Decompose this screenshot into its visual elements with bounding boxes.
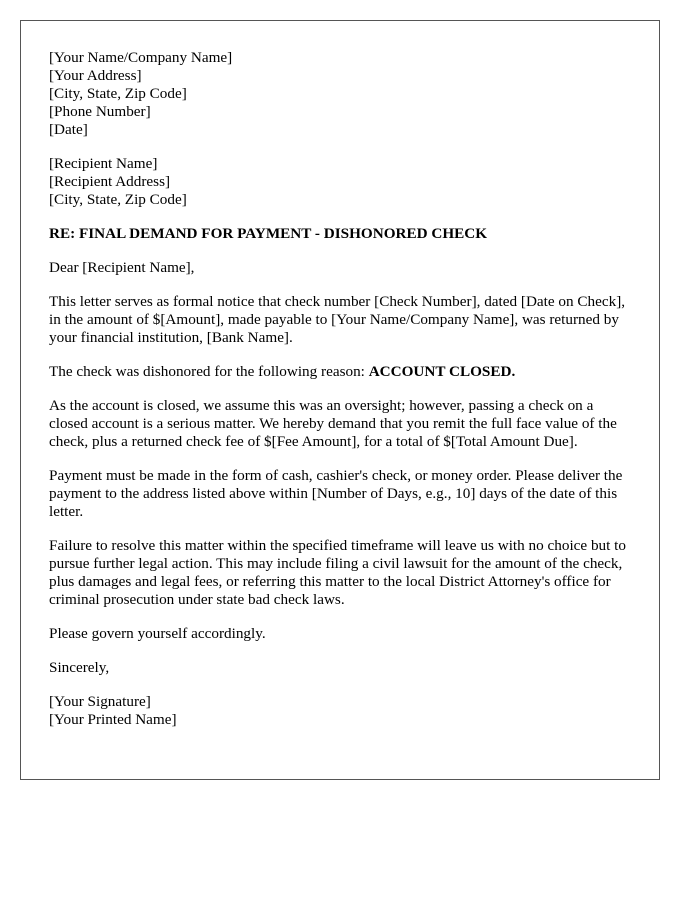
sender-phone: [Phone Number] [49, 103, 151, 120]
paragraph-govern: Please govern yourself accordingly. [49, 625, 266, 642]
valediction: Sincerely, [49, 659, 110, 676]
signature-placeholder: [Your Signature] [49, 693, 151, 710]
paragraph-consequence: Failure to resolve this matter within the specified timeframe will leave us with no choice but to pursue further legal action. This may include filing a civil lawsuit for the amount of the check, plus damages and legal fees, or referring this matter to the local District Attorney's office for criminal prosecution under state bad check laws. [49, 537, 626, 608]
recipient-block [49, 155, 631, 209]
reason-value: ACCOUNT CLOSED. [368, 363, 516, 380]
recipient-address: [Recipient Address] [49, 173, 171, 190]
paragraph-demand: As the account is closed, we assume this was an oversight; however, passing a check on a closed account is a serious matter. We hereby demand that you remit the full face value of the check, plus a returned check fee of $[Fee Amount], for a total of $[Total Amount Due]. [49, 397, 617, 450]
paragraph-payment: Payment must be made in the form of cash, cashier's check, or money order. Please deliver the payment to the address listed above within [Number of Days, e.g., 10] days of the date of this letter. [49, 467, 623, 520]
sender-city-state-zip: [City, State, Zip Code] [49, 85, 187, 102]
salutation: Dear [Recipient Name], [49, 259, 195, 276]
recipient-name: [Recipient Name] [49, 155, 158, 172]
paragraph-reason [49, 363, 631, 381]
sender-address: [Your Address] [49, 67, 142, 84]
letter-date: [Date] [49, 121, 88, 138]
paragraph-notice: This letter serves as formal notice that check number [Check Number], dated [Date on Check], in the amount of $[Amount], made payable to [Your Name/Company Name], was returned by your financial institution, [Bank Name]. [49, 293, 626, 346]
letter-document [20, 20, 660, 780]
subject-line: RE: FINAL DEMAND FOR PAYMENT - DISHONORED CHECK [49, 225, 488, 242]
recipient-city-state-zip: [City, State, Zip Code] [49, 191, 187, 208]
signature-block [49, 693, 631, 729]
sender-block [49, 49, 631, 139]
sender-name: [Your Name/Company Name] [49, 49, 233, 66]
printed-name: [Your Printed Name] [49, 711, 177, 728]
reason-prefix: The check was dishonored for the following reason: [49, 363, 369, 380]
